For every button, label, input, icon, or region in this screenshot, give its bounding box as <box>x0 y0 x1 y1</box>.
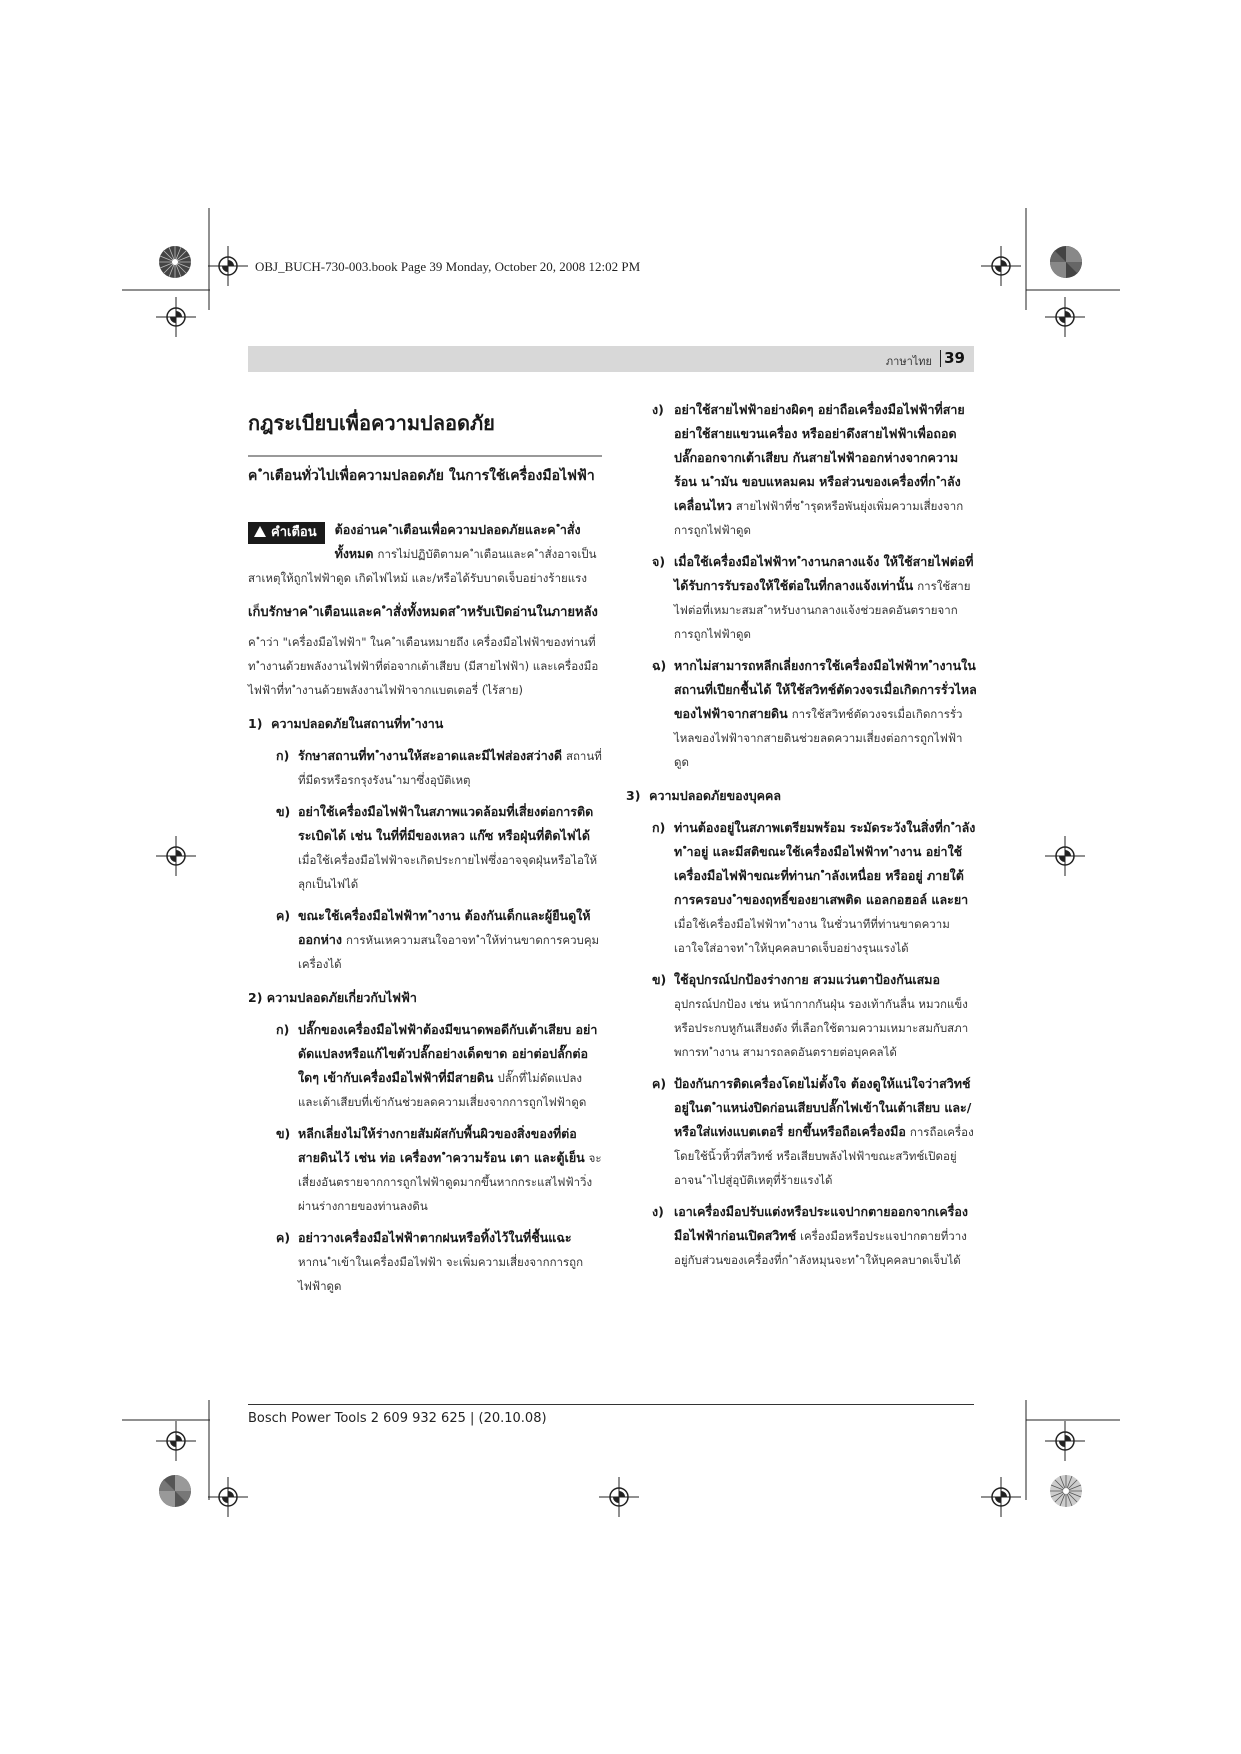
item-mark: ค) <box>276 1230 291 1245</box>
header-bar <box>248 346 974 372</box>
registration-target-icon <box>981 1477 1021 1517</box>
warning-text: การไม่ปฏิบัติตามค ําเตือนและค ําสั่งอาจเป็นสาเหตุให้ถูกไฟฟ้าดูด เกิดไฟไหม้ และ/หรือได้รับบาดเจ็บอย่างร้ายแรง <box>248 547 597 585</box>
registration-target-icon <box>208 1477 248 1517</box>
title-divider <box>248 455 602 457</box>
item-bold: ปลั๊กของเครื่องมือไฟฟ้าต้องมีขนาดพอดีกับเต้าเสียบ อย่าดัดแปลงหรือแก้ไขตัวปลั๊กอย่างเด็ดขาด อย่าต่อปลั๊กต่อใดๆ เข้ากับเครื่องมือไฟฟ้าที่มีสายดิน <box>298 1022 598 1085</box>
item-bold: ท่านต้องอยู่ในสภาพเตรียมพร้อม ระมัดระวังในสิ่งที่ก ําลังท ําอยู่ และมีสติขณะใช้เครื่องมือไฟฟ้าท ํางาน อย่าใช้เครื่องมือไฟฟ้าขณะที่ท่านก ําลังเหนื่อย หรืออยู่ ภายใต้การครอบง ําของฤทธิ์ของยาเสพติด แอลกอฮอล์ และยา <box>674 820 976 907</box>
section-2-heading <box>248 986 602 1010</box>
warning-block <box>248 518 602 590</box>
list-item <box>276 1122 602 1218</box>
color-wheel-icon <box>158 1474 192 1508</box>
item-bold: เอาเครื่องมือปรับแต่งหรือประแจปากตายออกจากเครื่องมือไฟฟ้าก่อนเปิดสวิทช์ <box>674 1204 969 1243</box>
section-title: ความปลอดภัยในสถานที่ท ํางาน <box>271 716 444 731</box>
header-separator <box>940 350 941 367</box>
item-bold: อย่าวางเครื่องมือไฟฟ้าตากฝนหรือทิ้งไว้ในที่ชื้นแฉะ <box>298 1230 572 1245</box>
list-item <box>652 816 977 960</box>
keep-heading: เก็บรักษาค ําเตือนและค ําสั่งทั้งหมดส ําหรับเปิดอ่านในภายหลัง <box>248 605 598 620</box>
registration-target-icon <box>156 1421 196 1461</box>
item-text: การหันเหความสนใจอาจท ําให้ท่านขาดการควบคุมเครื่องได้ <box>298 933 600 971</box>
registration-target-icon <box>599 1477 639 1517</box>
job-line: OBJ_BUCH-730-003.book Page 39 Monday, October 20, 2008 12:02 PM <box>255 259 641 274</box>
item-text: จะเสี่ยงอันตรายจากการถูกไฟฟ้าดูดมากขึ้นหากกระแสไฟฟ้าวิ่งผ่านร่างกายของท่านลงดิน <box>298 1151 602 1213</box>
item-text: เมื่อใช้เครื่องมือไฟฟ้าจะเกิดประกายไฟซึ่งอาจจุดฝุ่นหรือไอให้ลุกเป็นไฟได้ <box>298 853 598 891</box>
warning-triangle-icon <box>254 526 266 537</box>
item-text: อุปกรณ์ปกป้อง เช่น หน้ากากกันฝุ่น รองเท้ากันลื่น หมวกแข็ง หรือประกบหูกันเสียงดัง ที่เลือกใช้ตามความเหมาะสมกับสภาพการท ํางาน สามารถลดอันตรายต่อบุคคลได้ <box>674 997 969 1059</box>
color-wheel-icon <box>1049 245 1083 279</box>
item-text: สายไฟฟ้าที่ช ํารุดหรือพันยุ่งเพิ่มความเสี่ยงจากการถูกไฟฟ้าดูด <box>674 499 964 537</box>
definition-text: ค ําว่า "เครื่องมือไฟฟ้า" ในค ําเตือนหมายถึง เครื่องมือไฟฟ้าของท่านที่ท ํางานด้วยพลังงานไฟฟ้าที่ต่อจากเต้าเสียบ (มีสายไฟฟ้า) และเครื่องมือไฟฟ้าที่ท ํางานด้วยพลังงานไฟฟ้าจากแบตเตอรี่ (ไร้สาย) <box>248 635 599 697</box>
color-wheel-icon <box>1049 1474 1083 1508</box>
section-2-items <box>276 1018 602 1298</box>
right-column <box>626 398 977 1272</box>
footer-text: Bosch Power Tools 2 609 932 625 | (20.10.08) <box>248 1411 547 1426</box>
item-text: การใช้สวิทช์ตัดวงจรเมื่อเกิดการรั่วไหลของไฟฟ้าจากสายดินช่วยลดความเสี่ยงต่อการถูกไฟฟ้าดูด <box>674 707 963 769</box>
item-text: สถานที่ที่มีดรหรือรกรุงรังน ํามาซึ่งอุบัติเหตุ <box>298 749 602 787</box>
registration-target-icon <box>1045 297 1085 337</box>
warning-badge-label: คําเตือน <box>271 525 317 540</box>
list-item <box>276 1226 602 1298</box>
item-mark: ข) <box>276 804 291 819</box>
section-3-heading <box>626 784 977 808</box>
item-mark: ก) <box>276 1022 290 1037</box>
item-mark: ง) <box>652 402 664 417</box>
item-bold: เมื่อใช้เครื่องมือไฟฟ้าท ํางานกลางแจ้ง ให้ใช้สายไฟต่อที่ได้รับการรับรองให้ใช้ต่อในที่กลางแจ้งเท่านั้น <box>674 554 974 593</box>
header-language: ภาษาไทย <box>885 355 932 368</box>
list-item <box>652 398 977 542</box>
section-1-items <box>276 744 602 976</box>
item-bold: อย่าใช้เครื่องมือไฟฟ้าในสภาพแวดล้อมที่เสี่ยงต่อการติดระเบิดได้ เช่น ในที่ที่มีของเหลว แก๊ซ หรือฝุ่นที่ติดไฟได้ <box>298 804 594 843</box>
list-item <box>652 550 977 646</box>
page-title: กฎระเบียบเพื่อความปลอดภัย <box>248 411 495 435</box>
item-bold: ป้องกันการติดเครื่องโดยไม่ตั้งใจ ต้องดูให้แน่ใจว่าสวิทช์อยู่ในต ําแหน่งปิดก่อนเสียบปลั๊กไฟเข้าในเต้าเสียบ และ/หรือใส่แท่งแบตเตอรี่ ยกขึ้นหรือถือเครื่องมือ <box>674 1076 972 1139</box>
page-number: 39 <box>944 349 965 367</box>
footer-divider <box>248 1404 974 1405</box>
registration-target-icon <box>1045 1421 1085 1461</box>
section-number: 2) <box>248 990 263 1005</box>
section-title: ความปลอดภัยเกี่ยวกับไฟฟ้า <box>266 990 417 1005</box>
list-item <box>276 744 602 792</box>
item-mark: ก) <box>652 820 666 835</box>
item-bold: ขณะใช้เครื่องมือไฟฟ้าท ํางาน ต้องกันเด็กและผู้ยืนดูให้ออกห่าง <box>298 908 591 947</box>
warning-bold: ต้องอ่านค ําเตือนเพื่อความปลอดภัยและค ําสั่งทั้งหมด <box>334 522 581 561</box>
item-mark: ค) <box>276 908 291 923</box>
list-item <box>276 1018 602 1114</box>
warning-badge <box>248 522 325 544</box>
section-3-items <box>652 816 977 1272</box>
item-bold: รักษาสถานที่ท ํางานให้สะอาดและมีไฟส่องสว่างดี <box>298 748 562 763</box>
item-bold: อย่าใช้สายไฟฟ้าอย่างผิดๆ อย่าถือเครื่องมือไฟฟ้าที่สาย อย่าใช้สายแขวนเครื่อง หรืออย่าดึงสายไฟฟ้าเพื่อถอดปลั๊กออกจากเต้าเสียบ กันสายไฟฟ้าออกห่างจากความร้อน น ํามัน ขอบแหลมคม หรือส่วนของเครื่องที่ก ําลังเคลื่อนไหว <box>674 402 965 513</box>
list-item <box>652 1200 977 1272</box>
item-bold: ใช้อุปกรณ์ปกป้องร่างกาย สวมแว่นตาป้องกันเสมอ <box>674 972 941 987</box>
registration-target-icon <box>156 297 196 337</box>
item-mark: ค) <box>652 1076 667 1091</box>
section-number: 3) <box>626 788 641 803</box>
item-mark: ง) <box>652 1204 664 1219</box>
list-item <box>652 654 977 774</box>
section-number: 1) <box>248 716 263 731</box>
item-text: การถือเครื่องโดยใช้นิ้วหิ้วที่สวิทช์ หรือเสียบพลังไฟฟ้าขณะสวิทช์เปิดอยู่ อาจน ําไปสู่อุบัติเหตุที่ร้ายแรงได้ <box>674 1125 974 1187</box>
item-bold: หากไม่สามารถหลีกเลี่ยงการใช้เครื่องมือไฟฟ้าท ํางานในสถานที่เปียกชื้นได้ ให้ใช้สวิทช์ตัดวงจรเมื่อเกิดการรั่วไหลของไฟฟ้าจากสายดิน <box>674 658 977 721</box>
registration-target-icon <box>156 836 196 876</box>
list-item <box>276 904 602 976</box>
item-mark: ฉ) <box>652 658 667 673</box>
item-text: หากน ําเข้าในเครื่องมือไฟฟ้า จะเพิ่มความเสี่ยงจากการถูกไฟฟ้าดูด <box>298 1255 584 1293</box>
item-text: การใช้สายไฟต่อที่เหมาะสมส ําหรับงานกลางแจ้งช่วยลดอันตรายจากการถูกไฟฟ้าดูด <box>674 579 971 641</box>
list-item <box>652 1072 977 1192</box>
item-text: เครื่องมือหรือประแจปากตายที่วางอยู่กับส่วนของเครื่องที่ก ําลังหมุนจะท ําให้บุคคลบาดเจ็บได้ <box>674 1229 967 1267</box>
registration-target-icon <box>208 246 248 286</box>
left-column <box>248 518 602 1298</box>
item-bold: หลีกเลี่ยงไม่ให้ร่างกายสัมผัสกับพื้นผิวของสิ่งของที่ต่อสายดินไว้ เช่น ท่อ เครื่องท ําความร้อน เตา และตู้เย็น <box>298 1126 585 1165</box>
list-item <box>652 968 977 1064</box>
item-text: ปลั๊กที่ไม่ดัดแปลงและเต้าเสียบที่เข้ากันช่วยลดความเสี่ยงจากการถูกไฟฟ้าดูด <box>298 1071 587 1109</box>
item-mark: ก) <box>276 748 290 763</box>
item-mark: จ) <box>652 554 666 569</box>
color-wheel-icon <box>158 245 192 279</box>
section-title: ความปลอดภัยของบุคคล <box>649 788 782 803</box>
section-subtitle: ค ําเตือนทั่วไปเพื่อความปลอดภัย ในการใช้เครื่องมือไฟฟ้า <box>248 468 595 484</box>
list-item <box>276 800 602 896</box>
item-mark: ข) <box>652 972 667 987</box>
registration-target-icon <box>981 246 1021 286</box>
section-1-heading <box>248 712 602 736</box>
registration-target-icon <box>1045 836 1085 876</box>
item-mark: ข) <box>276 1126 291 1141</box>
item-text: เมื่อใช้เครื่องมือไฟฟ้าท ํางาน ในชั่วนาทีที่ท่านขาดความเอาใจใส่อาจท ําให้บุคคลบาดเจ็บอย่างรุนแรงได้ <box>674 917 950 955</box>
